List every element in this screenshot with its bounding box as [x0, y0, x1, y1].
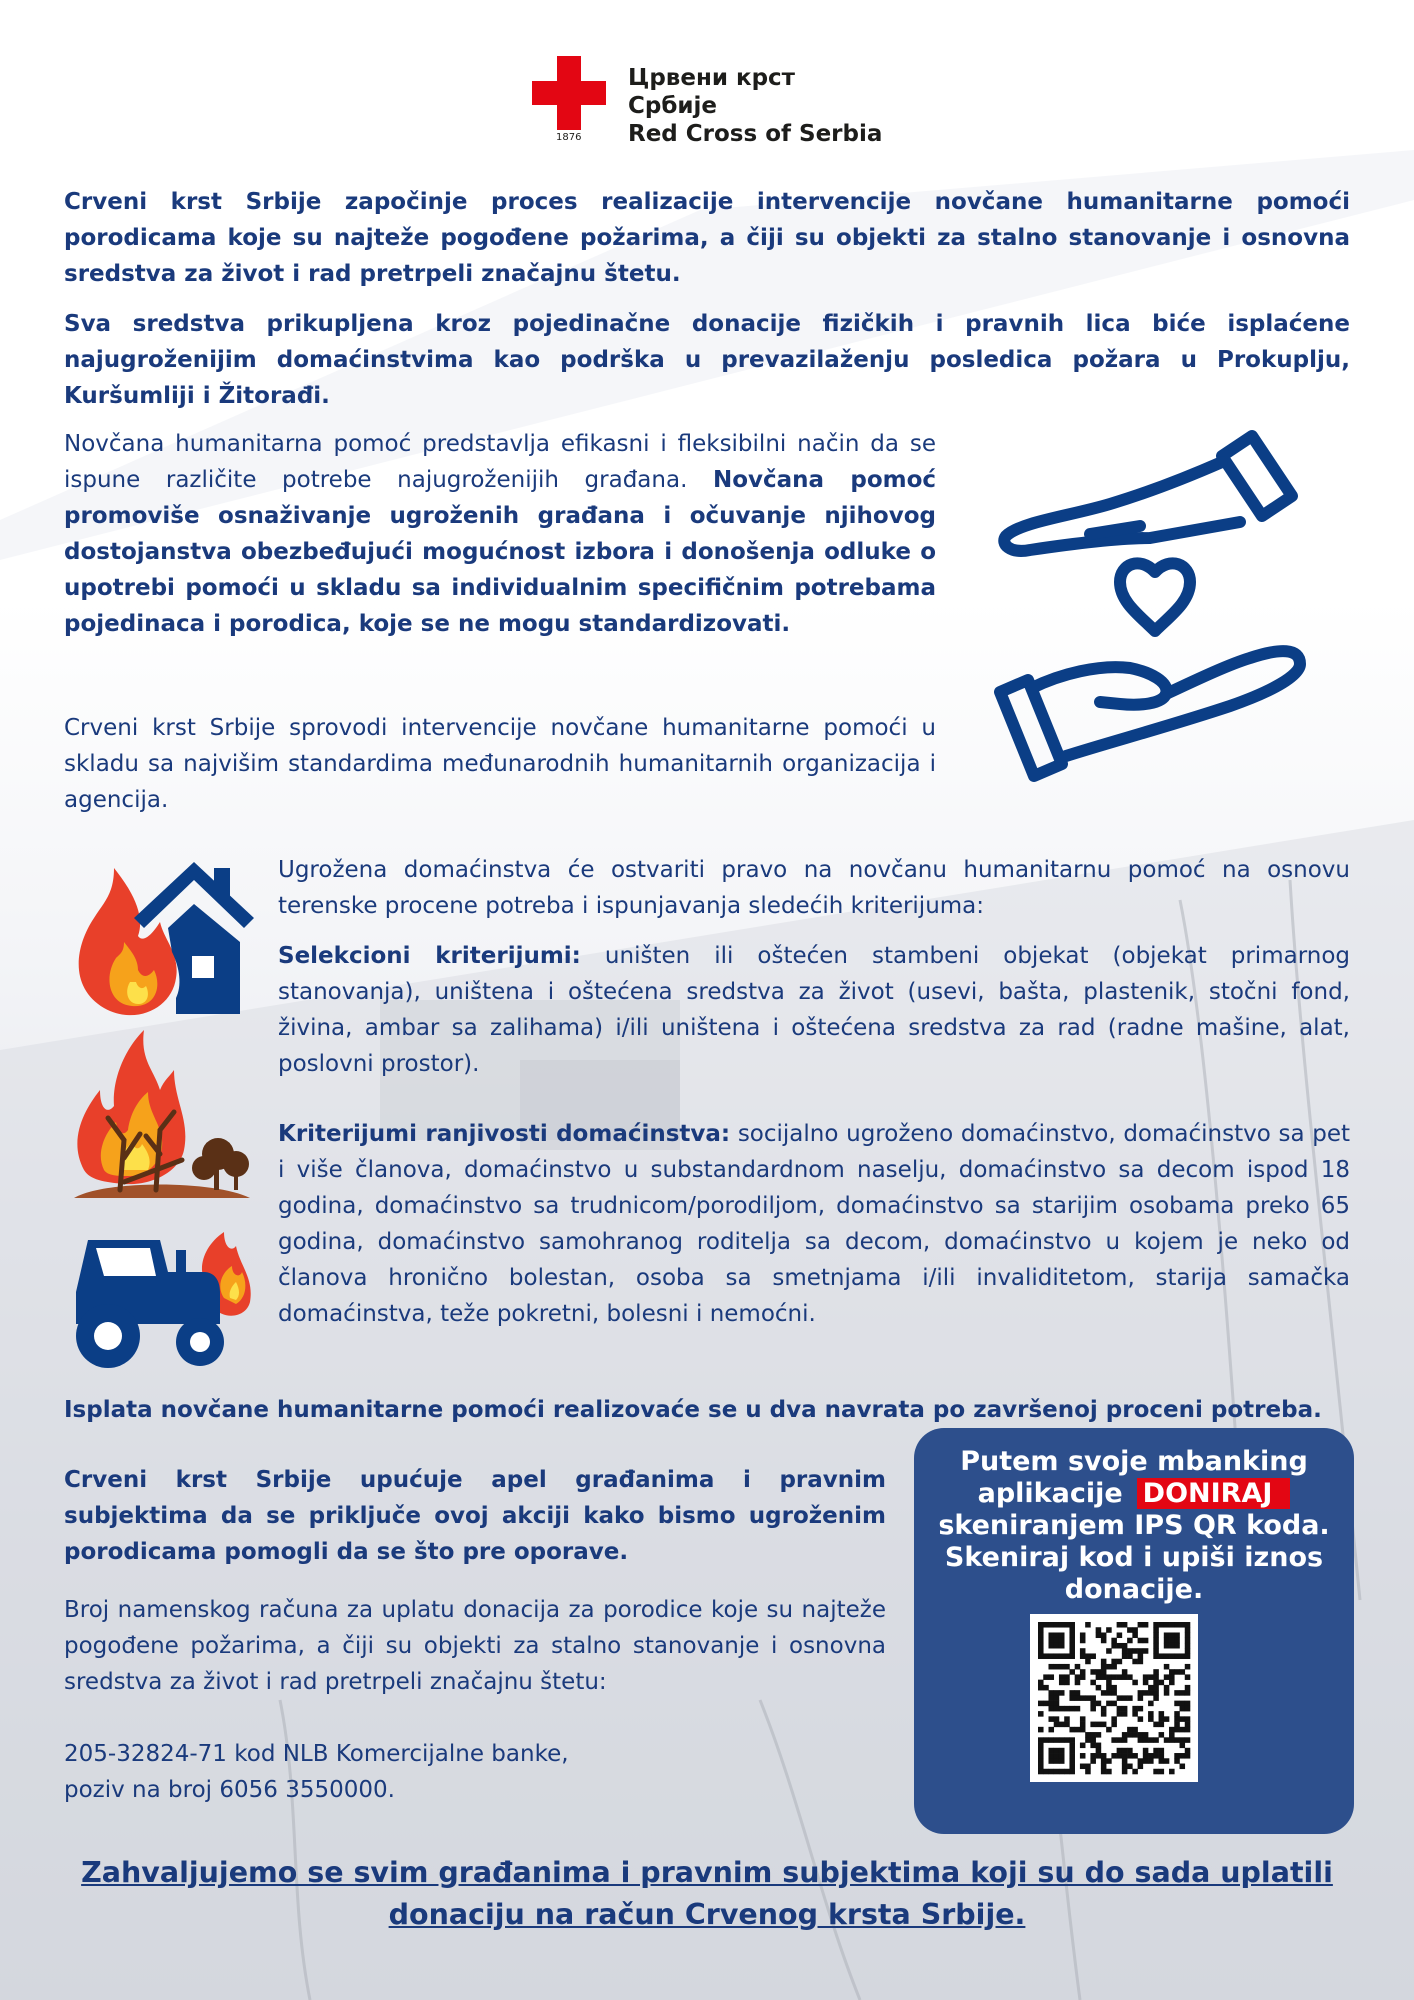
footer-line-1: Zahvaljujemo se svim građanima i pravnim subjektima koji su do sada uplatili [81, 1856, 1333, 1889]
account-paragraph [64, 1592, 886, 1700]
donate-message [930, 1446, 1338, 1606]
doniraj-highlight: DONIRAJ [1137, 1478, 1291, 1509]
donate-line-2-prefix: aplikacije [977, 1478, 1123, 1509]
thank-you-footer [60, 1852, 1354, 1936]
hands-heart-icon [990, 426, 1320, 796]
account-intro: Broj namenskog računa za uplatu donacija za porodice koje su najteže pogođene požarima, a čiji su objekti za stalno stanovanje i osnovna sredstva za život i rad pretrpeli značajnu štetu: [64, 1597, 886, 1695]
donate-box [914, 1428, 1354, 1834]
cash-aid-plain-text: Novčana humanitarna pomoć predstavlja efikasni i fleksibilni način da se ispune različite potrebe najugroženijih građana. [64, 431, 936, 493]
footer-line-2: donaciju na račun Crvenog krsta Srbije. [388, 1898, 1026, 1931]
intro-paragraph-1: Crveni krst Srbije započinje proces realizacije intervencije novčane humanitarne pomoći porodicama koje su najteže pogođene požarima, a čiji su objekti za stalno stanovanje i osnovna sredstva za život i rad pretrpeli značajnu štetu. [64, 189, 1350, 287]
vulnerability-criteria-label: Kriterijumi ranjivosti domaćinstva: [278, 1121, 731, 1147]
cash-aid-paragraph [64, 426, 936, 642]
selection-criteria-label: Selekcioni kriterijumi: [278, 943, 581, 969]
qr-code-icon [1030, 1614, 1198, 1782]
cash-aid-bold-text: Novčana pomoć promoviše osnaživanje ugroženih građana i očuvanje njihovog dostojanstva obezbeđujući mogućnost izbora i donošenja odluke o upotrebi pomoći u skladu sa individualnim specifičnim potrebama pojedinaca i porodica, koje se ne mogu standardizovati. [64, 467, 937, 637]
vulnerability-criteria [278, 1116, 1350, 1332]
account-reference: poziv na broj 6056 3550000. [64, 1777, 395, 1803]
criteria-intro: Ugrožena domaćinstva će ostvariti pravo na novčanu humanitarnu pomoć na osnovu terenske procene potreba i ispunjavanja sledećih kriterijuma: [278, 857, 1350, 919]
donate-line-4: Skeniraj kod i upiši iznos donacije. [944, 1542, 1324, 1605]
burning-trees-icon [64, 1030, 256, 1198]
red-cross-logo [532, 54, 892, 150]
vulnerability-criteria-text: socijalno ugroženo domaćinstvo, domaćinstvo sa pet i više članova, domaćinstvo u substandardnom naselju, domaćinstvo sa decom ispod 18 godina, domaćinstvo sa trudnicom/porodiljom, domaćinstvo sa starijim osobama preko 65 godina, domaćinstvo samohranog roditelja sa decom, domaćinstvo u kojem je neko od članova hronično bolestan, osoba sa smetnjama i/ili invaliditetom, starija samačka domaćinstva, teže pokretni, bolesni i nemoćni. [278, 1121, 1350, 1327]
payout-paragraph: Isplata novčane humanitarne pomoći realizovaće se u dva navrata po završenoj proceni potreba. [64, 1397, 1322, 1423]
ips-qr-code[interactable] [1030, 1614, 1198, 1782]
donate-line-1: Putem svoje mbanking [960, 1446, 1308, 1477]
donate-line-3: skeniranjem IPS QR koda. [938, 1510, 1330, 1541]
standards-paragraph: Crveni krst Srbije sprovodi intervencije novčane humanitarne pomoći u skladu sa najvišim standardima međunarodnih humanitarnih organizacija i agencija. [64, 715, 936, 813]
org-name-latin: Red Cross of Serbia [628, 121, 883, 147]
selection-criteria-text: uništen ili oštećen stambeni objekat (objekat primarnog stanovanja), uništena i oštećena sredstva za život (usevi, bašta, plastenik, stočni fond, živina, ambar sa zalihama) i/ili uništena i oštećena sredstva za rad (radne mašine, alat, poslovni prostor). [278, 943, 1350, 1077]
founding-year: 1876 [556, 132, 582, 143]
burning-house-icon [64, 858, 256, 1018]
account-number: 205-32824-71 kod NLB Komercijalne banke, [64, 1741, 569, 1767]
intro-paragraph-2: Sva sredstva prikupljena kroz pojedinačne donacije fizičkih i pravnih lica biće isplaćene najugroženijim domaćinstvima kao podrška u prevazilaženju posledica požara u Prokuplju, Kuršumliji i Žitorađi. [64, 311, 1350, 409]
org-name-cyrillic: Црвени крст Србије [628, 65, 796, 119]
appeal-paragraph: Crveni krst Srbije upućuje apel građanima i pravnim subjektima da se priključe ovoj akciji kako bismo ugroženim porodicama pomogli da se što pre oporave. [64, 1467, 886, 1565]
burning-tractor-icon [64, 1212, 256, 1372]
org-name [628, 64, 892, 148]
donate-line-2 [930, 1478, 1338, 1510]
selection-criteria [278, 938, 1350, 1082]
red-cross-icon [532, 56, 606, 130]
